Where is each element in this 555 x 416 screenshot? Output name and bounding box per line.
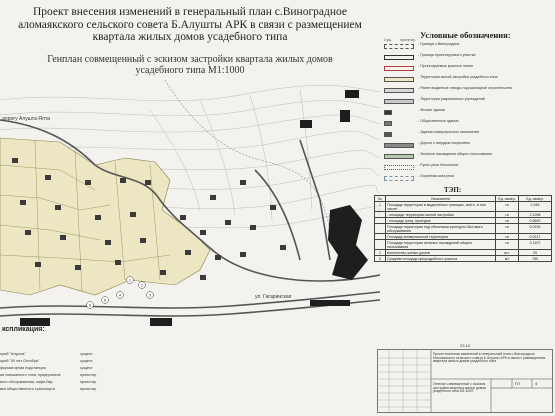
legend-item: - Жилые здания bbox=[380, 109, 550, 117]
table-cell: шт. bbox=[496, 250, 519, 256]
plot-number: 5 bbox=[103, 297, 107, 303]
table-cell: Площадь территории зеленых насаждений общего пользования bbox=[386, 240, 496, 250]
residential-plot bbox=[0, 138, 210, 295]
title-block bbox=[377, 343, 553, 413]
explication-list bbox=[0, 318, 120, 416]
table-cell: - площадь территории жилой застройки bbox=[386, 212, 496, 218]
plot-number: 1 bbox=[128, 277, 132, 283]
table-row bbox=[375, 240, 552, 250]
street-label-top: дорогу Алушта-Ялта bbox=[2, 116, 50, 122]
legend-head-existing: Сущ. bbox=[384, 38, 393, 42]
tep-table-block bbox=[374, 186, 552, 342]
list-item: орий "Алушта" сущест. bbox=[0, 352, 94, 356]
table-cell: Площадь коммунальной территории bbox=[386, 234, 496, 240]
page-subtitle bbox=[0, 54, 380, 76]
title-line-1: Проект внесения изменений в генеральный план с.Виноградное bbox=[32, 6, 348, 18]
table-cell: 1 bbox=[375, 202, 386, 212]
table-cell: Площадь территории в выделенных границах, всего, в том числе: bbox=[386, 202, 496, 212]
legend-item: - Ранее выданные отводы под жилищное строительство bbox=[380, 87, 550, 95]
project-code: 23.10 bbox=[459, 343, 470, 348]
list-item: вого обслуживания, кафе-бар проектир. bbox=[0, 380, 98, 384]
street-label-bottom: ул. Гагаринская bbox=[255, 294, 292, 300]
table-cell: 29 bbox=[519, 250, 552, 256]
legend-item: - Охранная зона реки bbox=[380, 175, 550, 183]
title-line-2: аломаякского сельского совета Б.Алушты АРК в связи с размещением bbox=[18, 18, 362, 31]
legend-item: - Дороги с твердым покрытием bbox=[380, 142, 550, 150]
table-cell: 2 bbox=[375, 250, 386, 256]
table-row bbox=[375, 202, 552, 212]
stage-value: ГП bbox=[515, 381, 521, 386]
legend-item: - Граница с.Виноградное bbox=[380, 43, 550, 51]
legend-item: - Русло реки Чельмонче bbox=[380, 164, 550, 172]
table-header: Ед. измер. bbox=[496, 196, 519, 202]
table-cell: Средняя площадь приусадебного участка bbox=[386, 256, 496, 262]
table-cell: 3 bbox=[375, 256, 386, 262]
table-row bbox=[375, 256, 552, 262]
table-cell: 0.5692 bbox=[519, 218, 552, 224]
legend-item: - Территория жилой застройки усадебного типа bbox=[380, 76, 550, 84]
subtitle-line-2: усадебного типа М1:1000 bbox=[135, 65, 245, 76]
legend-head-proposed: проектир. bbox=[400, 38, 416, 42]
table-cell: м2 bbox=[496, 256, 519, 262]
list-item: ии смешанного типа, предприятие проектир. bbox=[0, 373, 98, 377]
tep-table bbox=[374, 195, 552, 262]
table-cell bbox=[375, 240, 386, 250]
legend-item: - Здания коммунального назначения bbox=[380, 131, 550, 139]
title-line-3: квартала жилых домов усадебного типа bbox=[92, 31, 288, 43]
site-plan-map bbox=[0, 80, 380, 330]
list-item: орий "50 лет Октября" сущест. bbox=[0, 359, 94, 363]
legend-item: - Проектируемые красные линии bbox=[380, 65, 550, 73]
table-cell: 2.945 bbox=[519, 202, 552, 212]
table-cell: 0.1107 bbox=[519, 240, 552, 250]
legend bbox=[380, 28, 550, 188]
table-cell: га bbox=[496, 240, 519, 250]
plot-number: 2 bbox=[140, 282, 144, 288]
legend-item: - Граница проектируемого участка bbox=[380, 54, 550, 62]
table-row bbox=[375, 224, 552, 234]
legend-title: Условные обозначения: bbox=[420, 30, 511, 40]
table-cell: Площадь территории под объектами культурно-бытового обслуживания bbox=[386, 224, 496, 234]
table-cell: га bbox=[496, 224, 519, 234]
list-item: форматорная подстанция сущест. bbox=[0, 366, 94, 370]
table-cell: 780 bbox=[519, 256, 552, 262]
table-header: Показатели bbox=[386, 196, 496, 202]
table-cell: Количество жилых домов bbox=[386, 250, 496, 256]
table-cell: га bbox=[496, 218, 519, 224]
table-cell: га bbox=[496, 202, 519, 212]
legend-item: - Зеленые насаждения общего пользования bbox=[380, 153, 550, 161]
table-header: № bbox=[375, 196, 386, 202]
table-cell: га bbox=[496, 212, 519, 218]
plot-number: 4 bbox=[118, 292, 122, 298]
drawing-name: Генплан совмещенный с эскизом застройки квартала жилых домов усадебного типа М1:1000 bbox=[433, 382, 486, 394]
legend-item: - Территория разрешенных учреждений bbox=[380, 98, 550, 106]
table-cell: 2.1998 bbox=[519, 212, 552, 218]
table-cell: 0.0217 bbox=[519, 234, 552, 240]
project-description: Проект внесения изменений в генеральный план с.Виноградное Малоаякского сельского совета Б.Алушты АРК в связи с размещением квартала жилых домов усадебного типа bbox=[433, 352, 546, 364]
legend-item: - Общественные здания bbox=[380, 120, 550, 128]
plot-number: 3 bbox=[148, 292, 152, 298]
subtitle-line-1: Генплан совмещенный с эскизом застройки квартала жилых домов bbox=[47, 54, 333, 65]
page-title bbox=[0, 6, 380, 44]
explication-title: кспликация: bbox=[2, 326, 45, 333]
table-cell: га bbox=[496, 234, 519, 240]
table-cell: 0.0234 bbox=[519, 224, 552, 234]
table-cell bbox=[375, 224, 386, 234]
list-item: вка общественного транспорта проектир. bbox=[0, 387, 98, 391]
plot-number: 6 bbox=[88, 302, 92, 308]
table-cell: - площадь улиц, проездов bbox=[386, 218, 496, 224]
table-header: Ед. измер. bbox=[519, 196, 552, 202]
tep-title: ТЭП: bbox=[444, 186, 462, 194]
site-plan-svg bbox=[0, 80, 380, 330]
sheet-number: 4 bbox=[535, 381, 538, 386]
